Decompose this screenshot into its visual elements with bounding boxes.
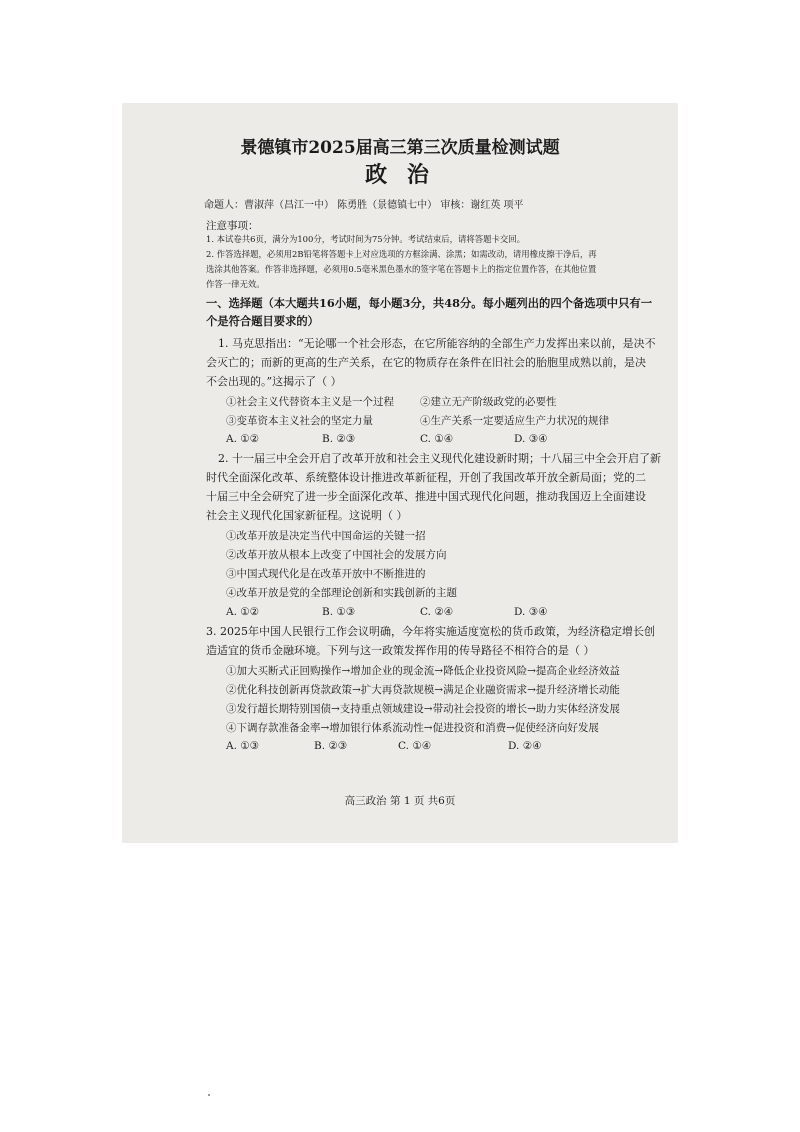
q3-statement: ②优化科技创新再贷款政策→扩大再贷款规模→满足企业融资需求→提升经济增长动能 (226, 684, 620, 696)
q3-choice-a: A. ①③ (226, 740, 260, 752)
notice-heading: 注意事项： (206, 220, 259, 232)
q2-choice-b: B. ①③ (322, 606, 356, 618)
q2-statement: ④改革开放是党的全部理论创新和实践创新的主题 (226, 587, 457, 599)
q1-statement: ①社会主义代替资本主义是一个过程 (226, 396, 394, 408)
section-heading: 一、选择题（本大题共16小题，每小题3分，共48分。每小题列出的四个备选项中只有一 (206, 296, 652, 310)
notice-line: 1. 本试卷共6页，满分为100分，考试时间为75分钟。考试结束后，请将答题卡交回。 (206, 234, 525, 244)
page-footer: 高三政治 第 1 页 共6页 (344, 795, 456, 807)
section-heading: 个是符合题目要求的） (206, 314, 319, 328)
exam-title: 景德镇市2025届高三第三次质量检测试题 (240, 138, 560, 158)
q1-stem-line: 1. 马克思指出：“无论哪一个社会形态，在它所能容纳的全部生产力发挥出来以前，是决不 (218, 337, 656, 350)
q3-statement: ③发行超长期特别国债→支持重点领域建设→带动社会投资的增长→助力实体经济发展 (226, 703, 620, 715)
q3-choice-d: D. ②④ (508, 740, 542, 752)
q3-statement: ④下调存款准备金率→增加银行体系流动性→促进投资和消费→促使经济向好发展 (226, 722, 599, 734)
q1-choice-b: B. ②③ (322, 433, 356, 445)
notice-line: 作答一律无效。 (206, 279, 265, 289)
q2-stem-line: 社会主义现代化国家新征程。这说明（ ） (206, 509, 408, 522)
q1-statement: ③变革资本主义社会的坚定力量 (226, 415, 373, 427)
notice-line: 选涂其他答案。作答非选择题，必须用0.5毫米黑色墨水的签字笔在答题卡上的指定位置作答，在其他位置 (206, 264, 597, 274)
q1-choice-a: A. ①② (226, 433, 260, 445)
q2-statement: ③中国式现代化是在改革开放中不断推进的 (226, 568, 426, 580)
q1-choice-c: C. ①④ (420, 433, 454, 445)
q2-choice-c: C. ②④ (420, 606, 454, 618)
q2-stem-line: 十届三中全会研究了进一步全面深化改革、推进中国式现代化问题，推动我国迈上全面建设 (206, 490, 646, 503)
exam-paper (122, 103, 678, 843)
q2-statement: ②改革开放从根本上改变了中国社会的发展方向 (226, 549, 447, 561)
q2-stem-line: 2. 十一届三中全会开启了改革开放和社会主义现代化建设新时期；十八届三中全会开启了新 (218, 452, 661, 465)
q2-stem-line: 时代全面深化改革、系统整体设计推进改革新征程，开创了我国改革开放全新局面；党的二 (206, 471, 646, 484)
q3-stem-line: 造适宜的货币金融环境。下列与这一政策发挥作用的传导路径不相符合的是（ ） (206, 644, 595, 657)
q1-statement: ②建立无产阶级政党的必要性 (420, 396, 557, 408)
scan-speck (208, 1094, 210, 1096)
q3-stem-line: 3. 2025年中国人民银行工作会议明确，今年将实施适度宽松的货币政策，为经济稳定增长创 (206, 625, 655, 638)
q3-statement: ①加大买断式正回购操作→增加企业的现金流→降低企业投资风险→提高企业经济效益 (226, 665, 620, 677)
subject-title: 政 治 (365, 162, 435, 188)
q3-choice-c: C. ①④ (398, 740, 432, 752)
q1-statement: ④生产关系一定要适应生产力状况的规律 (420, 415, 609, 427)
q1-choice-d: D. ③④ (514, 433, 548, 445)
notice-line: 2. 作答选择题，必须用2B铅笔将答题卡上对应选项的方框涂满、涂黑；如需改动，请用橡皮擦干净后，再 (206, 249, 597, 259)
q1-stem-line: 会灭亡的；而新的更高的生产关系，在它的物质存在条件在旧社会的胎胞里成熟以前，是决 (206, 356, 646, 369)
q2-statement: ①改革开放是决定当代中国命运的关键一招 (226, 530, 426, 542)
q2-choice-d: D. ③④ (514, 606, 548, 618)
q1-stem-line: 不会出现的。”这揭示了（ ） (206, 375, 342, 388)
q3-choice-b: B. ②③ (314, 740, 348, 752)
authors-line: 命题人：曹淑萍（昌江一中） 陈勇胜（景德镇七中） 审核：谢红英 项平 (204, 200, 524, 211)
q2-choice-a: A. ①② (226, 606, 260, 618)
